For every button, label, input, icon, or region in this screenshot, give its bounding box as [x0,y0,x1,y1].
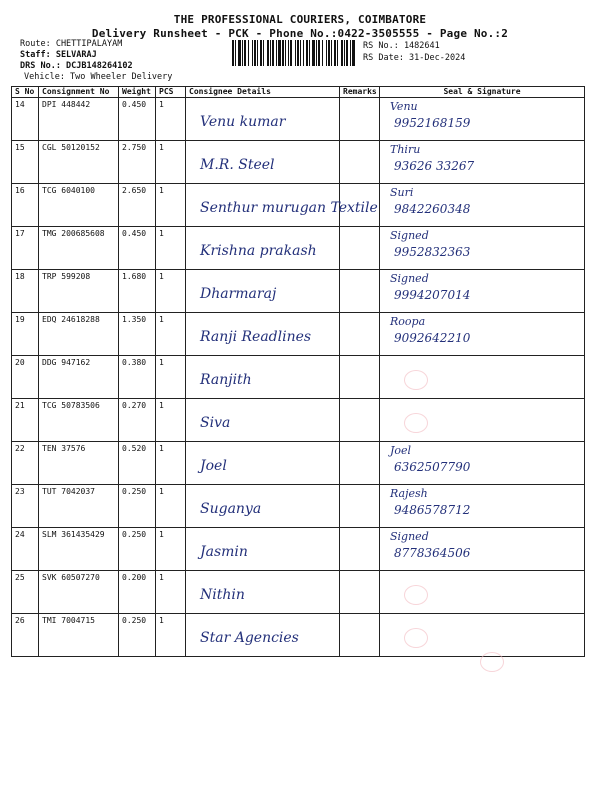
cell-weight: 0.450 [119,98,156,141]
cell-sno: 26 [12,614,39,657]
cell-remarks [340,528,380,571]
table-header-row [12,87,585,98]
cell-consignee [186,485,340,528]
faint-stamp [404,370,428,390]
cell-seal-signature [380,141,585,184]
cell-sno: 19 [12,313,39,356]
handwritten-phone: 9092642210 [394,331,471,345]
cell-consignee [186,399,340,442]
cell-remarks [340,399,380,442]
cell-weight: 0.520 [119,442,156,485]
col-header-consignment: Consignment No [39,87,119,98]
cell-seal-signature [380,270,585,313]
cell-consignment: TCG 6040100 [39,184,119,227]
cell-weight: 0.250 [119,485,156,528]
cell-remarks [340,141,380,184]
cell-consignment: SVK 60507270 [39,571,119,614]
cell-pcs: 1 [156,141,186,184]
cell-pcs: 1 [156,184,186,227]
cell-sno: 23 [12,485,39,528]
cell-weight: 0.250 [119,614,156,657]
cell-pcs: 1 [156,571,186,614]
handwritten-signature: Signed [390,530,429,543]
handwritten-signature: Venu [390,100,418,113]
cell-consignment: TRP 599208 [39,270,119,313]
cell-remarks [340,571,380,614]
cell-consignment: TEN 37576 [39,442,119,485]
cell-remarks [340,98,380,141]
rs-number: RS No.: 1482641 [363,41,440,51]
handwritten-consignee: M.R. Steel [200,157,275,173]
cell-consignment: TMG 200685608 [39,227,119,270]
handwritten-consignee: Jasmin [200,544,248,560]
handwritten-signature: Joel [390,444,412,457]
cell-remarks [340,356,380,399]
cell-weight: 0.380 [119,356,156,399]
table-row [12,141,585,184]
faint-stamp [404,413,428,433]
rs-date: RS Date: 31-Dec-2024 [363,53,466,63]
cell-seal-signature [380,98,585,141]
cell-consignment: CGL 50120152 [39,141,119,184]
runsheet-subtitle: Delivery Runsheet - PCK - Phone No.:0422-3505555 - Page No.:2 [91,27,509,40]
cell-seal-signature [380,313,585,356]
route-label: Route: CHETTIPALAYAM [20,39,123,49]
handwritten-signature: Thiru [390,143,421,156]
cell-remarks [340,227,380,270]
table-row [12,614,585,657]
cell-remarks [340,485,380,528]
handwritten-consignee: Krishna prakash [200,243,317,259]
table-row [12,528,585,571]
handwritten-consignee: Siva [200,415,231,431]
handwritten-signature: Signed [390,272,429,285]
cell-pcs: 1 [156,614,186,657]
cell-pcs: 1 [156,98,186,141]
vehicle-label: Vehicle: Two Wheeler Delivery [24,72,173,82]
table-row [12,270,585,313]
table-row [12,399,585,442]
cell-weight: 2.650 [119,184,156,227]
col-header-remarks: Remarks [340,87,380,98]
cell-consignee [186,528,340,571]
cell-consignment: TUT 7042037 [39,485,119,528]
cell-consignee [186,227,340,270]
cell-sno: 25 [12,571,39,614]
cell-consignee [186,98,340,141]
cell-pcs: 1 [156,356,186,399]
cell-sno: 17 [12,227,39,270]
cell-pcs: 1 [156,442,186,485]
handwritten-consignee: Senthur murugan Textile [200,200,378,216]
handwritten-consignee: Star Agencies [200,630,299,646]
cell-consignee [186,184,378,227]
cell-seal-signature [380,356,585,399]
cell-weight: 0.270 [119,399,156,442]
cell-remarks [340,614,380,657]
cell-pcs: 1 [156,227,186,270]
cell-consignee [186,614,340,657]
handwritten-signature: Rajesh [390,487,428,500]
cell-seal-signature [380,485,585,528]
cell-consignee [186,571,340,614]
cell-sno: 16 [12,184,39,227]
cell-pcs: 1 [156,528,186,571]
handwritten-phone: 6362507790 [394,460,471,474]
col-header-sno: S No [12,87,39,98]
cell-weight: 0.450 [119,227,156,270]
cell-weight: 1.680 [119,270,156,313]
col-header-consignee: Consignee Details [186,87,340,98]
company-title: THE PROFESSIONAL COURIERS, COIMBATORE [173,13,427,26]
cell-remarks [340,442,380,485]
table-row [12,442,585,485]
col-header-pcs: PCS [156,87,186,98]
cell-seal-signature [380,399,585,442]
handwritten-phone: 9486578712 [394,503,471,517]
cell-sno: 15 [12,141,39,184]
cell-consignee [186,313,340,356]
col-header-weight: Weight [119,87,156,98]
cell-seal-signature [380,184,585,227]
cell-consignee [186,141,340,184]
table-row [12,184,585,227]
cell-consignee [186,356,340,399]
staff-label: Staff: SELVARAJ [20,50,97,60]
cell-sno: 18 [12,270,39,313]
cell-seal-signature [380,227,585,270]
cell-seal-signature [380,571,585,614]
cell-weight: 0.200 [119,571,156,614]
table-row [12,98,585,141]
cell-seal-signature [380,614,585,657]
cell-consignment: EDQ 24618288 [39,313,119,356]
handwritten-consignee: Ranji Readlines [200,329,312,345]
cell-consignment: SLM 361435429 [39,528,119,571]
cell-sno: 24 [12,528,39,571]
cell-consignment: TMI 7004715 [39,614,119,657]
cell-weight: 2.750 [119,141,156,184]
col-header-seal: Seal & Signature [380,87,585,98]
faint-stamp [480,652,504,672]
cell-sno: 21 [12,399,39,442]
table-row [12,571,585,614]
handwritten-phone: 8778364506 [394,546,471,560]
cell-consignee [186,270,340,313]
cell-pcs: 1 [156,270,186,313]
cell-pcs: 1 [156,313,186,356]
handwritten-signature: Signed [390,229,429,242]
handwritten-phone: 93626 33267 [394,159,475,173]
cell-seal-signature [380,528,585,571]
handwritten-phone: 9952832363 [394,245,471,259]
barcode [231,40,355,66]
handwritten-phone: 9952168159 [394,116,471,130]
handwritten-consignee: Joel [200,458,227,474]
handwritten-consignee: Dharmaraj [200,286,277,302]
table-row [12,356,585,399]
cell-weight: 0.250 [119,528,156,571]
handwritten-consignee: Suganya [200,501,262,517]
faint-stamp [404,585,428,605]
handwritten-consignee: Nithin [200,587,245,603]
cell-consignment: DPI 448442 [39,98,119,141]
handwritten-signature: Roopa [390,315,426,328]
cell-consignee [186,442,340,485]
cell-consignment: TCG 50783506 [39,399,119,442]
faint-stamp [404,628,428,648]
consignment-table [11,86,585,657]
table-row [12,227,585,270]
handwritten-consignee: Ranjith [200,372,252,388]
drs-number: DRS No.: DCJB148264102 [20,61,133,71]
cell-pcs: 1 [156,399,186,442]
cell-remarks [340,313,380,356]
table-row [12,485,585,528]
cell-pcs: 1 [156,485,186,528]
handwritten-consignee: Venu kumar [200,114,286,130]
cell-seal-signature [380,442,585,485]
handwritten-phone: 9842260348 [394,202,471,216]
cell-remarks [340,270,380,313]
cell-sno: 14 [12,98,39,141]
cell-consignment: DDG 947162 [39,356,119,399]
handwritten-phone: 9994207014 [394,288,471,302]
cell-sno: 20 [12,356,39,399]
handwritten-signature: Suri [390,186,414,199]
table-row [12,313,585,356]
cell-weight: 1.350 [119,313,156,356]
cell-sno: 22 [12,442,39,485]
